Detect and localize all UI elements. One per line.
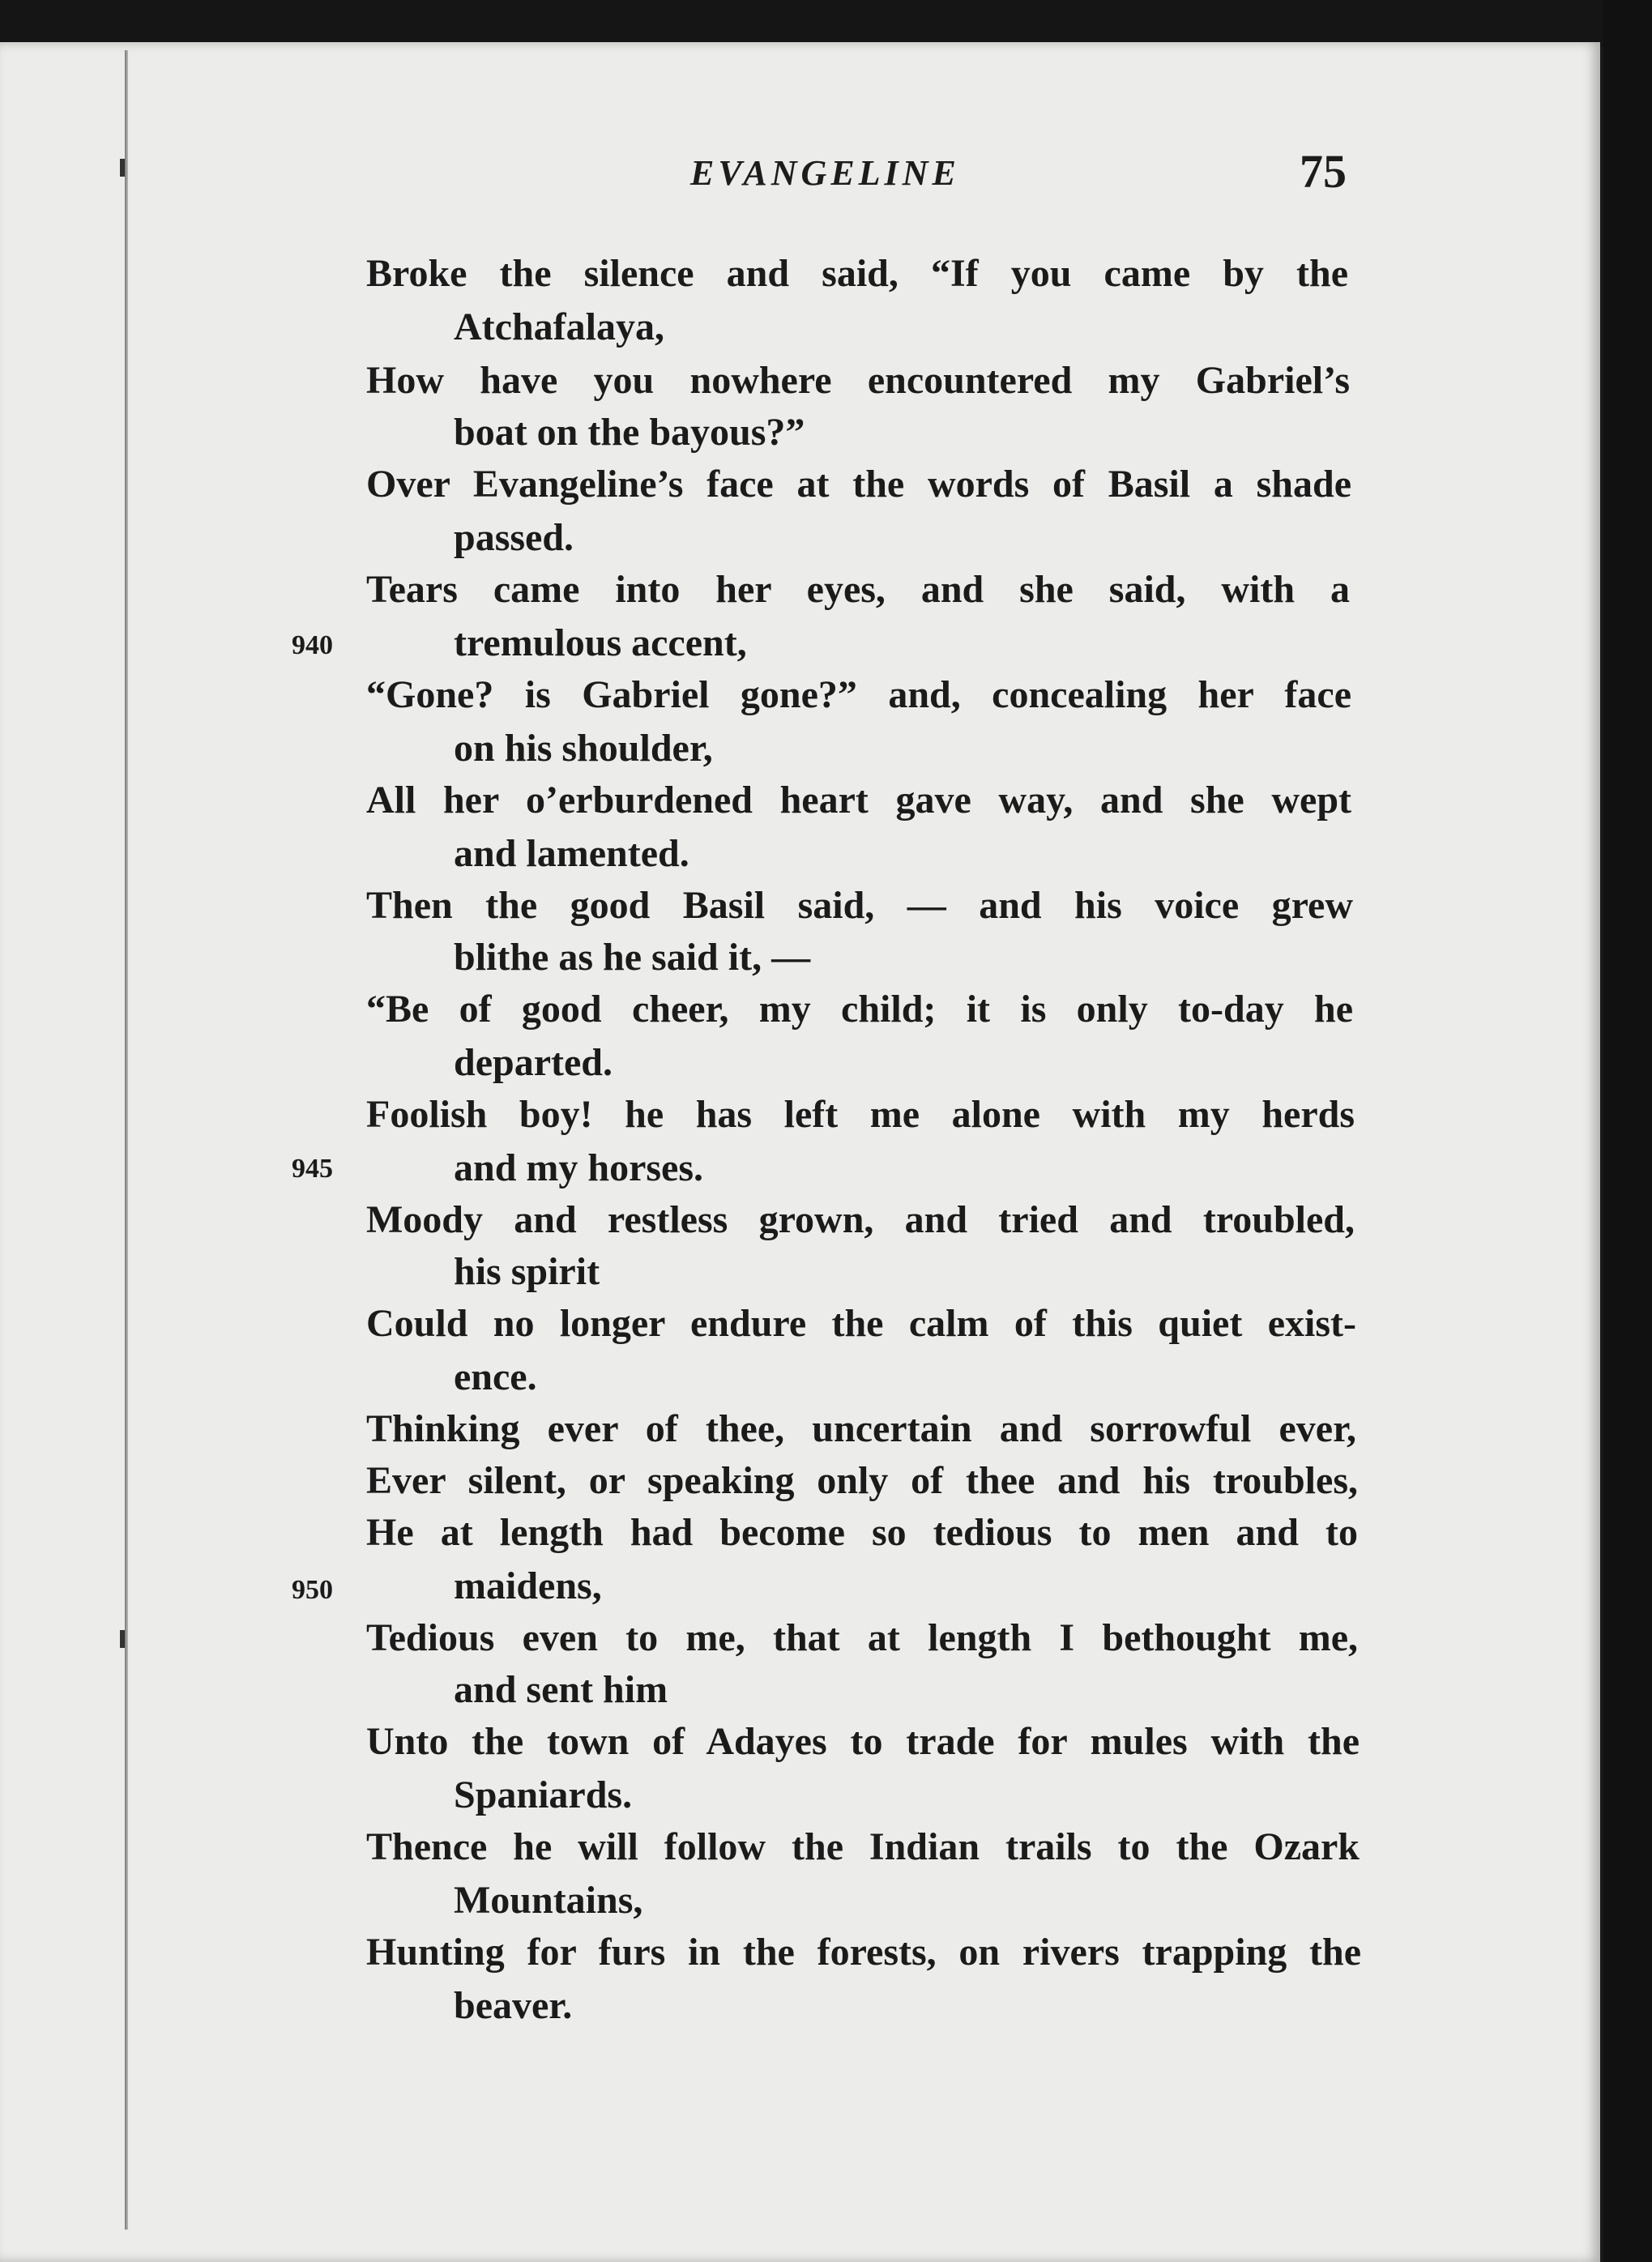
verse-line: Unto the town of Adayes to trade for mules with the (366, 1720, 1360, 1763)
gutter-tick-mark (120, 1630, 125, 1648)
verse-line-turnover: on his shoulder, (454, 727, 713, 770)
verse-line-turnover: blithe as he said it, — (454, 936, 811, 979)
verse-line: Thence he will follow the Indian trails to the Ozark (366, 1825, 1360, 1868)
verse-line: Moody and restless grown, and tried and troubled, (366, 1198, 1355, 1241)
verse-line-turnover: Atchafalaya, (454, 305, 664, 348)
verse-line-turnover: and my horses. (454, 1146, 704, 1189)
verse-line: Tedious even to me, that at length I bethought me, (366, 1616, 1358, 1659)
verse-line-turnover: maidens, (454, 1564, 602, 1607)
verse-line: Broke the silence and said, “If you came by the (366, 252, 1348, 295)
verse-line-turnover: passed. (454, 516, 574, 559)
verse-line-turnover: his spirit (454, 1250, 600, 1293)
gutter-tick-mark (120, 159, 125, 177)
line-number: 945 (292, 1154, 333, 1184)
verse-line-turnover: beaver. (454, 1984, 573, 2027)
verse-line: Hunting for furs in the forests, on rivers trapping the (366, 1931, 1361, 1974)
verse-line-turnover: departed. (454, 1041, 613, 1084)
verse-line: Ever silent, or speaking only of thee and his troubles, (366, 1459, 1358, 1502)
verse-line: Tears came into her eyes, and she said, with a (366, 568, 1350, 611)
verse-line-turnover: Spaniards. (454, 1773, 633, 1816)
verse-line-turnover: ence. (454, 1355, 537, 1398)
verse-line-turnover: and lamented. (454, 832, 689, 875)
verse-line: “Be of good cheer, my child; it is only to-day he (366, 988, 1353, 1031)
verse-line-turnover: and sent him (454, 1668, 668, 1711)
verse-line: Then the good Basil said, — and his voice grew (366, 884, 1353, 927)
verse-line: All her o’erburdened heart gave way, and she wept (366, 779, 1351, 822)
verse-line: “Gone? is Gabriel gone?” and, concealing her face (366, 673, 1351, 716)
verse-line: Foolish boy! he has left me alone with my herds (366, 1093, 1355, 1136)
verse-line: Could no longer endure the calm of this quiet exist- (366, 1302, 1356, 1345)
scan-border-top (0, 0, 1652, 47)
line-number: 940 (292, 630, 333, 660)
scan-border-right (1603, 0, 1652, 2262)
verse-line: He at length had become so tedious to men and to (366, 1511, 1358, 1554)
verse-line-turnover: Mountains, (454, 1879, 643, 1922)
verse-line-turnover: boat on the bayous?” (454, 411, 805, 454)
running-head-title: EVANGELINE (690, 153, 960, 193)
page-number: 75 (1300, 145, 1347, 198)
verse-line: How have you nowhere encountered my Gabriel’s (366, 359, 1350, 402)
verse-line-turnover: tremulous accent, (454, 621, 747, 664)
page-gutter (125, 50, 128, 2230)
verse-line: Over Evangeline’s face at the words of Basil a shade (366, 463, 1351, 506)
line-number: 950 (292, 1575, 333, 1605)
verse-line: Thinking ever of thee, uncertain and sorrowful ever, (366, 1407, 1356, 1450)
